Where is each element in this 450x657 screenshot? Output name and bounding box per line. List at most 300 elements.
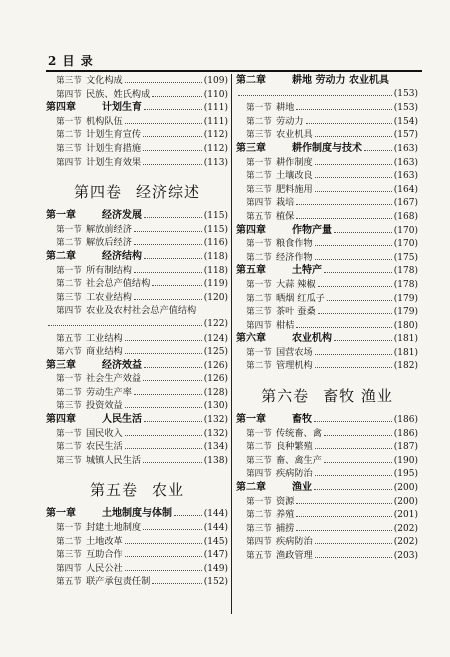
toc-chapter-row [46, 252, 228, 266]
toc-entry-title: 互助合作 [86, 549, 123, 561]
toc-section-row [236, 171, 418, 185]
volume-heading [46, 177, 228, 207]
toc-page-number: (170) [393, 225, 418, 236]
toc-entry-title: 社会生产效益 [86, 373, 142, 385]
toc-entry-title: 畜、禽生产 [276, 454, 322, 466]
toc-entry-label: 第三节 [56, 550, 82, 561]
toc-page-number: (126) [203, 374, 228, 385]
toc-section-row [236, 212, 418, 226]
toc-entry-label: 第二章 [236, 482, 266, 494]
toc-page-number: (182) [393, 361, 418, 372]
toc-page-number: (200) [393, 496, 418, 507]
leader-dots [152, 583, 201, 584]
toc-entry-label: 第二节 [246, 252, 272, 263]
toc-entry-label: 第一节 [246, 347, 272, 358]
toc-entry-label: 第五节 [56, 333, 82, 344]
leader-dots [125, 340, 202, 341]
toc-entry-title: 联产承包责任制 [86, 576, 151, 588]
toc-section-row [46, 130, 228, 144]
leader-dots [306, 123, 392, 124]
leader-dots [134, 231, 202, 232]
toc-entry-label: 第四节 [246, 198, 272, 209]
toc-page-number: (118) [203, 265, 228, 276]
toc-page-number: (186) [393, 415, 418, 426]
toc-page-number: (157) [393, 130, 418, 141]
toc-page-number: (181) [393, 347, 418, 358]
leader-dots [318, 286, 392, 287]
leader-dots [152, 96, 201, 97]
toc-entry-title: 解放前经济 [86, 223, 132, 235]
toc-chapter-row [236, 76, 418, 90]
leader-dots [315, 557, 392, 558]
toc-page-number: (200) [393, 483, 418, 494]
leader-dots [296, 530, 391, 531]
toc-chapter-row [236, 415, 418, 429]
leader-dots [327, 300, 392, 301]
toc-page-number: (202) [393, 537, 418, 548]
toc-page-number: (125) [203, 347, 228, 358]
toc-section-row [236, 429, 418, 443]
toc-entry-title: 粮食作物 [276, 238, 313, 250]
toc-entry-title: 渔政管理 [276, 550, 313, 561]
toc-entry-label: 第二节 [246, 116, 272, 127]
toc-page-number: (153) [393, 103, 418, 114]
toc-entry-label: 第三节 [56, 401, 82, 412]
toc-entry-title: 晒烟 红瓜子 [276, 292, 325, 304]
toc-page-number: (138) [203, 455, 228, 466]
toc-entry-title: 渔业 [292, 482, 312, 494]
toc-entry-label: 第五节 [56, 577, 82, 588]
toc-section-row [236, 456, 418, 470]
toc-page-number: (179) [393, 307, 418, 318]
leader-dots [134, 299, 202, 300]
toc-entry-label: 第三章 [236, 142, 266, 154]
toc-entry-title: 农民生活 [86, 441, 123, 453]
toc-chapter-row [46, 211, 228, 225]
toc-entry-label: 第四节 [246, 320, 272, 331]
leader-dots [144, 109, 202, 110]
toc-entry-label: 第二节 [56, 387, 82, 398]
toc-section-row [46, 388, 228, 402]
toc-section-row [236, 158, 418, 172]
toc-column-left [46, 76, 228, 591]
leader-dots [144, 258, 202, 259]
leader-dots [125, 407, 202, 408]
leader-dots [48, 325, 202, 326]
toc-entry-label: 第二节 [56, 130, 82, 141]
toc-entry-title: 柑桔 [276, 319, 295, 331]
leader-dots [152, 285, 201, 286]
toc-page-number: (178) [393, 266, 418, 277]
toc-entry-title: 农业机具 [276, 129, 313, 141]
toc-page-number: (113) [203, 157, 228, 168]
toc-section-row [236, 497, 418, 511]
toc-continuation-row [46, 320, 228, 334]
toc-entry-label: 第三节 [56, 455, 82, 466]
toc-entry-label: 第二章 [46, 250, 76, 262]
leader-dots [143, 529, 202, 530]
leader-dots [134, 272, 202, 273]
toc-chapter-row [236, 226, 418, 240]
leader-dots [144, 217, 202, 218]
toc-entry-title: 疾病防治 [276, 468, 313, 480]
leader-dots [296, 218, 391, 219]
toc-page-number: (180) [393, 320, 418, 331]
toc-page-number: (154) [393, 116, 418, 127]
leader-dots [143, 136, 202, 137]
toc-page-number: (112) [203, 143, 228, 154]
toc-entry-label: 第二节 [56, 442, 82, 453]
toc-entry-label: 第一节 [56, 265, 82, 276]
leader-dots [125, 82, 202, 83]
leader-dots [324, 435, 392, 436]
toc-section-row [46, 550, 228, 564]
toc-section-row [46, 577, 228, 591]
toc-entry-title: 耕作制度 [276, 156, 313, 168]
toc-entry-title: 工农业结构 [86, 291, 132, 303]
toc-section-row [46, 225, 228, 239]
toc-page-number: (149) [203, 563, 228, 574]
toc-entry-title: 土特产 [292, 265, 322, 277]
toc-page-number: (147) [203, 550, 228, 561]
toc-entry-title: 劳动力 [276, 115, 304, 127]
toc-section-row [46, 429, 228, 443]
toc-column-right [236, 76, 418, 565]
toc-entry-title: 耕作制度与技术 [292, 142, 362, 154]
toc-entry-label: 第四节 [56, 306, 82, 317]
leader-dots [296, 503, 391, 504]
toc-page-number: (144) [203, 523, 228, 534]
toc-page-number: (201) [393, 510, 418, 521]
toc-chapter-row [46, 103, 228, 117]
leader-dots [315, 259, 392, 260]
toc-entry-label: 第五节 [246, 211, 272, 222]
toc-page-number: (178) [393, 279, 418, 290]
toc-entry-title: 人民公社 [86, 562, 123, 574]
toc-page-number: (112) [203, 130, 228, 141]
toc-entry-title: 资源 [276, 495, 295, 507]
toc-entry-label: 第四章 [46, 414, 76, 426]
toc-entry-title: 计划生育 [102, 102, 142, 114]
toc-entry-label: 第一节 [246, 428, 272, 439]
toc-section-row [46, 279, 228, 293]
leader-dots [315, 245, 392, 246]
toc-entry-title: 疾病防治 [276, 536, 313, 548]
toc-entry-label: 第三节 [56, 143, 82, 154]
toc-section-row [46, 76, 228, 90]
toc-section-row [46, 374, 228, 388]
volume-title: 农业 [152, 481, 185, 500]
toc-entry-title: 机构队伍 [86, 115, 123, 127]
toc-entry-label: 第五章 [236, 265, 266, 277]
toc-section-row [46, 306, 228, 320]
toc-page-number: (175) [393, 252, 418, 263]
toc-page-number: (167) [393, 198, 418, 209]
toc-entry-label: 第四章 [236, 224, 266, 236]
toc-section-row [46, 523, 228, 537]
toc-page-number: (115) [203, 224, 228, 235]
toc-entry-label: 第一节 [56, 374, 82, 385]
leader-dots [143, 164, 202, 165]
toc-entry-label: 第二节 [56, 279, 82, 290]
toc-entry-title: 文化构成 [86, 75, 123, 86]
toc-page-number: (195) [393, 469, 418, 480]
leader-dots [315, 367, 392, 368]
toc-page-number: (128) [203, 387, 228, 398]
toc-entry-label: 第二节 [246, 171, 272, 182]
toc-page-number: (134) [203, 442, 228, 453]
leader-dots [315, 164, 392, 165]
leader-dots [174, 515, 202, 516]
leader-dots [144, 421, 202, 422]
toc-page-number: (132) [203, 415, 228, 426]
toc-entry-title: 农业及农村社会总产值结构 [86, 305, 197, 317]
leader-dots [315, 136, 392, 137]
toc-entry-label: 第一节 [246, 157, 272, 168]
toc-page-number: (163) [393, 171, 418, 182]
toc-entry-label: 第一节 [246, 496, 272, 507]
toc-section-row [46, 442, 228, 456]
toc-entry-title: 计划生育宣传 [86, 129, 142, 141]
toc-entry-title: 经济发展 [102, 210, 142, 222]
toc-entry-title: 作物产量 [292, 224, 332, 236]
leader-dots [238, 95, 392, 96]
toc-section-row [236, 537, 418, 551]
toc-entry-label: 第三节 [56, 292, 82, 303]
toc-page-number: (163) [393, 157, 418, 168]
leader-dots [296, 204, 391, 205]
toc-entry-title: 城镇人民生活 [86, 454, 142, 466]
toc-entry-label: 第六章 [236, 333, 266, 345]
toc-section-row [46, 158, 228, 172]
leader-dots [324, 272, 392, 273]
toc-page-number: (122) [203, 318, 228, 329]
toc-entry-title: 良种繁殖 [276, 441, 313, 453]
toc-continuation-row [236, 90, 418, 104]
toc-page-number: (109) [203, 76, 228, 86]
toc-entry-title: 劳动生产率 [86, 386, 132, 398]
leader-dots [315, 475, 392, 476]
toc-entry-label: 第一节 [56, 523, 82, 534]
toc-entry-label: 第四节 [246, 537, 272, 548]
toc-entry-title: 解放后经济 [86, 237, 132, 249]
leader-dots [134, 244, 202, 245]
leader-dots [125, 123, 202, 124]
leader-dots [315, 177, 392, 178]
toc-section-row [46, 537, 228, 551]
toc-page-number: (186) [393, 428, 418, 439]
toc-entry-label: 第一章 [46, 508, 76, 520]
toc-page-number: (145) [203, 536, 228, 547]
toc-entry-title: 耕地 劳动力 农业机具 [292, 75, 389, 86]
toc-entry-title: 大蒜 辣椒 [276, 278, 316, 290]
toc-entry-label: 第一节 [246, 103, 272, 114]
toc-page-number: (152) [203, 577, 228, 588]
toc-entry-title: 耕地 [276, 102, 295, 114]
toc-section-row [236, 307, 418, 321]
toc-entry-title: 肥料施用 [276, 183, 313, 195]
toc-chapter-row [46, 509, 228, 523]
toc-page-number: (187) [393, 442, 418, 453]
leader-dots [134, 394, 202, 395]
toc-page-number: (119) [203, 279, 228, 290]
toc-entry-title: 国民收入 [86, 427, 123, 439]
toc-section-row [46, 456, 228, 470]
leader-dots [314, 421, 392, 422]
toc-entry-label: 第四节 [56, 157, 82, 168]
toc-entry-title: 植保 [276, 210, 295, 222]
toc-entry-title: 栽培 [276, 197, 295, 209]
volume-heading [46, 475, 228, 505]
toc-entry-label: 第三节 [246, 523, 272, 534]
toc-section-row [236, 348, 418, 362]
toc-section-row [236, 442, 418, 456]
toc-page-number: (132) [203, 428, 228, 439]
toc-entry-label: 第二节 [246, 442, 272, 453]
toc-entry-label: 第四章 [46, 102, 76, 114]
toc-page-number: (164) [393, 184, 418, 195]
toc-page-number: (179) [393, 293, 418, 304]
leader-dots [315, 354, 392, 355]
toc-entry-label: 第三节 [246, 184, 272, 195]
toc-entry-label: 第一章 [46, 210, 76, 222]
toc-section-row [236, 524, 418, 538]
toc-page-number: (111) [203, 116, 228, 127]
toc-section-row [46, 347, 228, 361]
toc-page-number: (116) [203, 238, 228, 249]
toc-page-number: (203) [393, 551, 418, 561]
toc-section-row [236, 103, 418, 117]
toc-page-number: (118) [203, 251, 228, 262]
toc-section-row [236, 361, 418, 375]
toc-entry-title: 所有制结构 [86, 264, 132, 276]
toc-entry-title: 投资效益 [86, 400, 123, 412]
volume-number: 第六卷 [261, 387, 310, 406]
leader-dots [334, 232, 392, 233]
toc-page-number: (163) [393, 143, 418, 154]
toc-entry-label: 第五节 [246, 551, 272, 561]
toc-entry-label: 第一节 [56, 224, 82, 235]
toc-page-number: (111) [203, 103, 228, 114]
toc-entry-label: 第三节 [56, 76, 82, 86]
toc-entry-label: 第一节 [246, 279, 272, 290]
toc-entry-label: 第一节 [246, 239, 272, 250]
leader-dots [296, 327, 391, 328]
toc-entry-label: 第一节 [56, 428, 82, 439]
toc-entry-label: 第四节 [56, 563, 82, 574]
toc-page-number: (168) [393, 211, 418, 222]
toc-entry-label: 第二节 [56, 238, 82, 249]
toc-entry-title: 传统畜、禽 [276, 427, 322, 439]
toc-page-number: (115) [203, 211, 228, 222]
leader-dots [324, 462, 392, 463]
toc-entry-title: 管理机构 [276, 360, 313, 372]
toc-entry-title: 民族、姓氏构成 [86, 88, 151, 100]
leader-dots [143, 150, 202, 151]
toc-entry-label: 第一章 [236, 414, 266, 426]
toc-entry-label: 第四节 [56, 89, 82, 100]
leader-dots [296, 516, 391, 517]
column-divider [231, 74, 232, 614]
toc-entry-label: 第二节 [246, 510, 272, 521]
toc-entry-label: 第二节 [56, 536, 82, 547]
toc-section-row [236, 239, 418, 253]
toc-section-row [46, 238, 228, 252]
toc-section-row [46, 144, 228, 158]
toc-entry-label: 第二节 [246, 361, 272, 372]
leader-dots [125, 556, 202, 557]
leader-dots [315, 448, 392, 449]
leader-dots [334, 340, 392, 341]
toc-page-number: (202) [393, 523, 418, 534]
toc-entry-title: 土地制度与体制 [102, 508, 172, 520]
leader-dots [125, 448, 202, 449]
header-title: 目 录 [62, 54, 94, 68]
toc-entry-label: 第一节 [56, 116, 82, 127]
toc-entry-title: 计划生育措施 [86, 142, 142, 154]
toc-entry-label: 第三节 [246, 130, 272, 141]
toc-entry-title: 封建土地制度 [86, 522, 142, 534]
toc-section-row [236, 198, 418, 212]
toc-entry-title: 养殖 [276, 509, 295, 521]
volume-title: 经济综述 [136, 183, 201, 202]
toc-entry-title: 国营农场 [276, 346, 313, 358]
toc-page-number: (130) [203, 401, 228, 412]
toc-page-number: (190) [393, 455, 418, 466]
leader-dots [315, 191, 392, 192]
leader-dots [144, 367, 202, 368]
toc-entry-title: 工业结构 [86, 332, 123, 344]
volume-heading [236, 381, 418, 411]
toc-entry-title: 商业结构 [86, 346, 123, 358]
volume-title: 畜牧 渔业 [323, 387, 393, 406]
leader-dots [315, 543, 392, 544]
leader-dots [364, 150, 392, 151]
toc-page-number: (153) [393, 88, 418, 99]
toc-entry-title: 人民生活 [102, 414, 142, 426]
toc-section-row [236, 294, 418, 308]
toc-section-row [236, 117, 418, 131]
toc-entry-title: 经济作物 [276, 251, 313, 263]
toc-page-number: (181) [393, 334, 418, 345]
volume-number: 第五卷 [89, 481, 138, 500]
page-number: 2 [48, 54, 58, 68]
toc-entry-title: 茶叶 蚕桑 [276, 306, 316, 318]
toc-chapter-row [236, 266, 418, 280]
leader-dots [125, 543, 202, 544]
toc-entry-label: 第三章 [46, 359, 76, 371]
leader-dots [318, 313, 392, 314]
leader-dots [143, 462, 202, 463]
toc-entry-title: 经济效益 [102, 359, 142, 371]
leader-dots [296, 109, 391, 110]
toc-entry-title: 土地改革 [86, 535, 123, 547]
volume-number: 第四卷 [73, 183, 122, 202]
header-rule [46, 70, 422, 72]
toc-section-row [236, 469, 418, 483]
page-header [48, 52, 94, 69]
toc-page-number: (120) [203, 292, 228, 303]
toc-section-row [236, 510, 418, 524]
leader-dots [125, 570, 202, 571]
leader-dots [125, 353, 202, 354]
toc-chapter-row [236, 483, 418, 497]
toc-chapter-row [236, 144, 418, 158]
toc-entry-title: 土壤改良 [276, 170, 313, 182]
toc-section-row [236, 130, 418, 144]
leader-dots [314, 489, 392, 490]
toc-section-row [236, 185, 418, 199]
